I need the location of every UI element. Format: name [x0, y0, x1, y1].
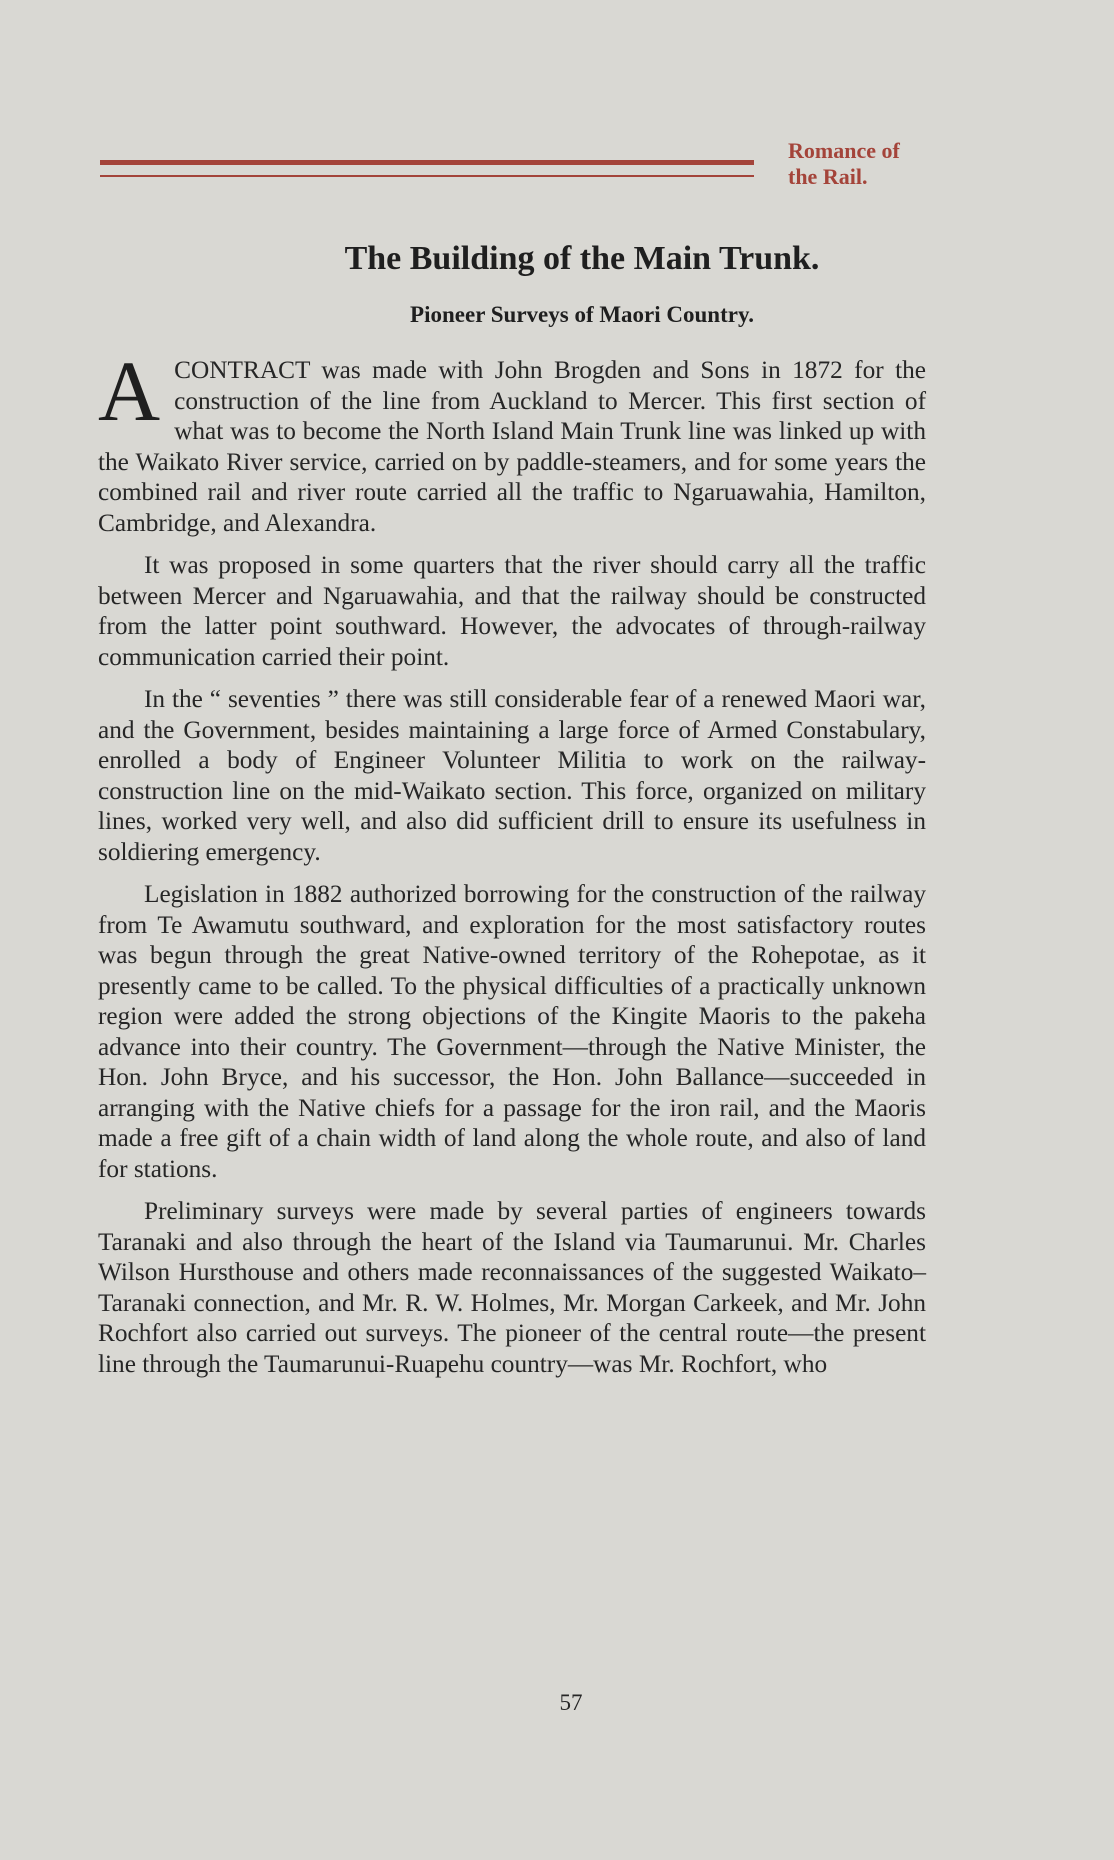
- paragraph-4: Legislation in 1882 authorized borrowing for the construction of the railway from Te Awamutu southward, and exploration for the most satisfactory routes was begun through the great Native-owned territory of the Rohepotae, as it presently came to be called. To the physical difficulties of a practically unknown region were added the strong objections of the Kingite Maoris to the pakeha advance into their country. The Government—through the Native Minister, the Hon. John Bryce, and his successor, the Hon. John Ballance—succeeded in arranging with the Native chiefs for a passage for the iron rail, and the Maoris made a free gift of a chain width of land along the whole route, and also of land for stations.: [98, 880, 926, 1183]
- header-rule-thick: [100, 160, 754, 165]
- running-head: [788, 138, 900, 190]
- paragraph-1-text: CONTRACT was made with John Brogden and Sons in 1872 for the construction of the line from Auckland to Mercer. This first section of what was to become the North Island Main Trunk line was linked up with the Waikato River service, carried on by paddle-steamers, and for some years the combined rail and river route carried all the traffic to Ngaruawahia, Hamilton, Cambridge, and Alexandra.: [98, 356, 926, 537]
- paragraph-2: It was proposed in some quarters that the river should carry all the traffic between Mercer and Ngaruawahia, and that the railway should be constructed from the latter point southward. However, the advocates of through-railway communication carried their point.: [98, 551, 926, 671]
- running-head-line-2: the Rail.: [788, 164, 868, 189]
- paragraph-5: Preliminary surveys were made by several parties of engineers towards Taranaki and also through the heart of the Island via Taumarunui. Mr. Charles Wilson Hursthouse and others made reconnaissances of the suggested Waikato–Taranaki connection, and Mr. R. W. Holmes, Mr. Morgan Carkeek, and Mr. John Rochfort also carried out surveys. The pioneer of the central route—the present line through the Taumarunui-Ruapehu country—was Mr. Rochfort, who: [98, 1197, 926, 1378]
- page-number: 57: [559, 1690, 583, 1715]
- running-head-line-1: Romance of: [788, 138, 900, 163]
- paragraph-3: In the “ seventies ” there was still considerable fear of a renewed Maori war, and the Government, besides maintaining a large force of Armed Constabulary, enrolled a body of Engineer Volunteer Militia to work on the railway-construction line on the mid-Waikato section. This force, organized on military lines, worked very well, and also did sufficient drill to ensure its usefulness in soldiering emergency.: [98, 685, 926, 866]
- chapter-subtitle: Pioneer Surveys of Maori Country.: [410, 302, 754, 327]
- header-rule-thin: [100, 175, 754, 177]
- paragraph-1: [98, 343, 926, 538]
- drop-cap: A: [98, 343, 161, 439]
- chapter-title: The Building of the Main Trunk.: [344, 240, 820, 277]
- body-text: [98, 343, 926, 1391]
